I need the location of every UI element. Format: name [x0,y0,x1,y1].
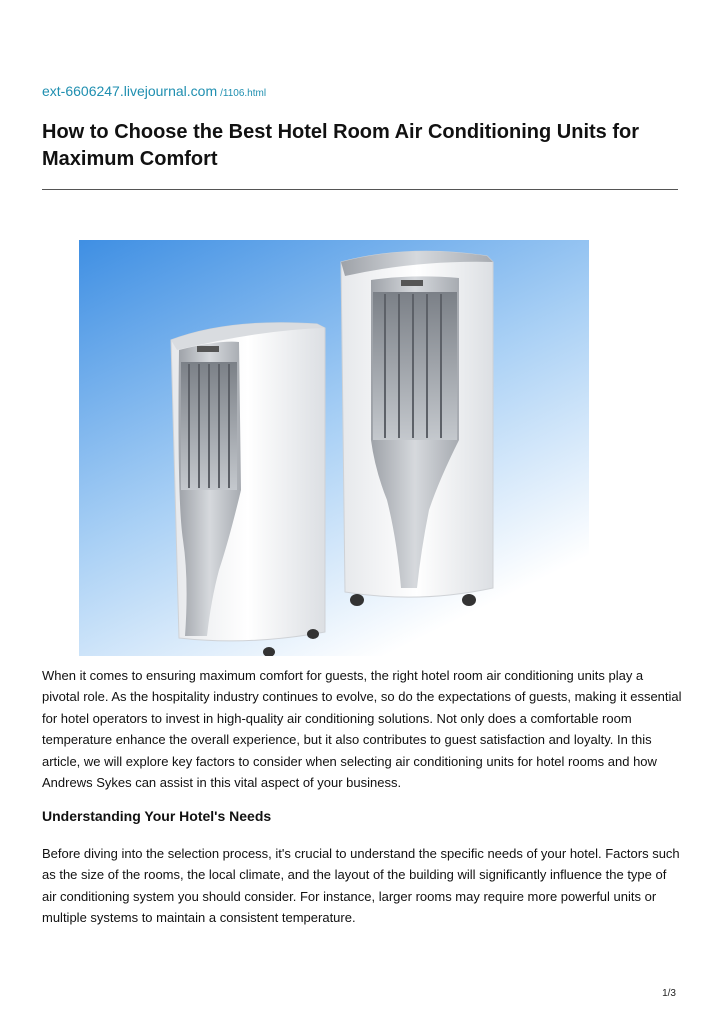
intro-paragraph: When it comes to ensuring maximum comfort for guests, the right hotel room air conditioning units play a pivotal role. As the hospitality industry continues to evolve, so do the expectations of guests, making it essential for hotel operators to invest in high-quality air conditioning solutions. Not only does a comfortable room temperature enhance the overall experience, but it also contributes to guest satisfaction and loyalty. In this article, we will explore key factors to consider when selecting air conditioning units for hotel rooms and how Andrews Sykes can assist in this vital aspect of your business. [42,668,682,791]
source-domain[interactable]: ext-6606247.livejournal.com [42,83,218,99]
page-title: How to Choose the Best Hotel Room Air Conditioning Units for Maximum Comfort [42,121,640,170]
page-number: 1/3 [662,988,676,999]
section-paragraph: Before diving into the selection process, it's crucial to understand the specific needs of your hotel. Factors such as the size of the rooms, the local climate, and the layout of the building will significantly influence the type of air conditioning system you should consider. For instance, larger rooms may require more powerful units or multiple systems to maintain a consistent temperature. [42,846,680,926]
right-ac-unit [341,251,493,606]
hero-image [79,240,589,656]
title-divider [42,189,678,190]
section-heading: Understanding Your Hotel's Needs [42,808,272,824]
left-ac-unit [171,323,325,656]
source-url[interactable] [42,83,266,99]
source-path[interactable]: /1106.html [220,88,267,99]
air-conditioner-illustration [79,240,589,656]
